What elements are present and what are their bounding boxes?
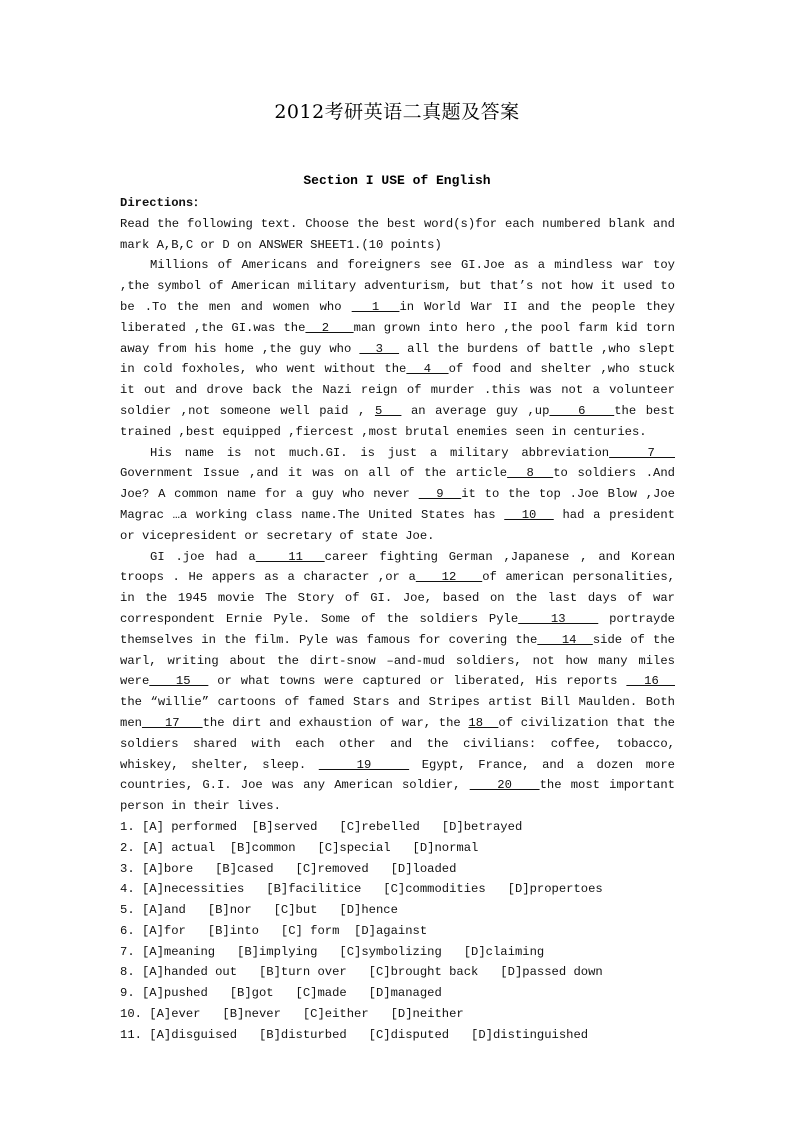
option-line: 10. [A]ever [B]never [C]either [D]neither [120, 1007, 464, 1022]
option-line: 2. [A] actual [B]common [C]special [D]normal [120, 840, 479, 855]
answer-blank: 1 [351, 299, 400, 314]
option-line: 9. [A]pushed [B]got [C]made [D]managed [120, 986, 442, 1001]
option-line: 8. [A]handed out [B]turn over [C]brought back [D]passed down [120, 965, 603, 980]
answer-blank: 2 [305, 320, 354, 335]
option-line: 6. [A]for [B]into [C] form [D]against [120, 923, 428, 938]
answer-blank: 10 [504, 507, 554, 522]
passage-paragraph: Millions of Americans and foreigners see GI.Joe as a mindless war toy ,the symbol of American military adventurism, but that’s not how it used to be .To the men and women who 1 in World War II and the people they liberated ,the GI.was the 2 man grown into hero ,the pool farm kid torn away from his home ,the guy who 3 all the burdens of battle ,who slept in cold foxholes, who went without the 4 of food and shelter ,who stuck it out and drove back the Nazi reign of murder .this was not a volunteer soldier ,not someone well paid , 5 an average guy ,up 6 the best trained ,best equipped ,fiercest ,most brutal enemies seen in centuries. [120, 258, 676, 439]
option-line: 7. [A]meaning [B]implying [C]symbolizing [D]claiming [120, 944, 545, 959]
answer-blank: 14 [537, 632, 593, 647]
answer-blank: 7 [609, 445, 675, 460]
option-line: 4. [A]necessities [B]facilitice [C]commodities [D]propertoes [120, 882, 603, 897]
option-line: 11. [A]disguised [B]disturbed [C]disputed [D]distinguished [120, 1027, 589, 1042]
answer-blank: 17 [141, 715, 203, 730]
passage-paragraph: GI .joe had a 11 career fighting German ,Japanese , and Korean troops . He appers as a character ,or a 12 of american personalities, in the 1945 movie The Story of GI. Joe, based on the last days of war correspondent Ernie Pyle. Some of the soldiers Pyle 13 portrayde themselves in the film. Pyle was famous for covering the 14 side of the warl, writing about the dirt-snow –and-mud soldiers, not how many miles were 15 or what towns were captured or liberated, His reports 16 the “willie” cartoons of famed Stars and Stripes artist Bill Maulden. Both men 17 the dirt and exhaustion of war, the 18 of civilization that the soldiers shared with each other and the civilians: coffee, tobacco, whiskey, shelter, sleep. 19 Egypt, France, and a dozen more countries, G.I. Joe was any American soldier, 20 the most important person in their lives. [120, 549, 676, 814]
directions-text: Read the following text. Choose the best word(s)for each numbered blank and mark A,B,C or D on ANSWER SHEET1.(10 points) [120, 216, 675, 252]
option-line: 5. [A]and [B]nor [C]but [D]hence [120, 903, 398, 918]
answer-blank: 16 [626, 674, 675, 689]
answer-blank: 18 [468, 715, 499, 730]
option-line: 1. [A] performed [B]served [C]rebelled [D]betrayed [120, 819, 523, 834]
directions-label: Directions： [120, 196, 206, 210]
answer-blank: 19 [318, 757, 410, 772]
answer-blank: 4 [406, 362, 449, 377]
option-line: 3. [A]bore [B]cased [C]removed [D]loaded [120, 861, 457, 876]
answer-blank: 11 [255, 549, 325, 564]
section-heading: Section I USE of English [303, 173, 491, 188]
answer-blank: 9 [418, 487, 462, 502]
answer-blank: 20 [469, 778, 540, 793]
passage-paragraph: His name is not much.GI. is just a military abbreviation 7 Government Issue ,and it was on all of the article 8 to soldiers .And Joe? A common name for a guy who never 9 it to the top .Joe Blow ,Joe Magrac …a working class name.The United States has 10 had a president or vicepresident or secretary of state Joe. [120, 445, 676, 543]
options-list [120, 817, 675, 1046]
answer-blank: 5 [374, 403, 402, 418]
answer-blank: 15 [149, 674, 209, 689]
answer-blank: 6 [549, 403, 615, 418]
answer-blank: 3 [359, 341, 400, 356]
document-body [120, 193, 675, 1046]
page-title: 2012考研英语二真题及答案 [274, 101, 520, 123]
answer-blank: 8 [507, 466, 554, 481]
answer-blank: 12 [415, 570, 483, 585]
answer-blank: 13 [518, 611, 599, 626]
